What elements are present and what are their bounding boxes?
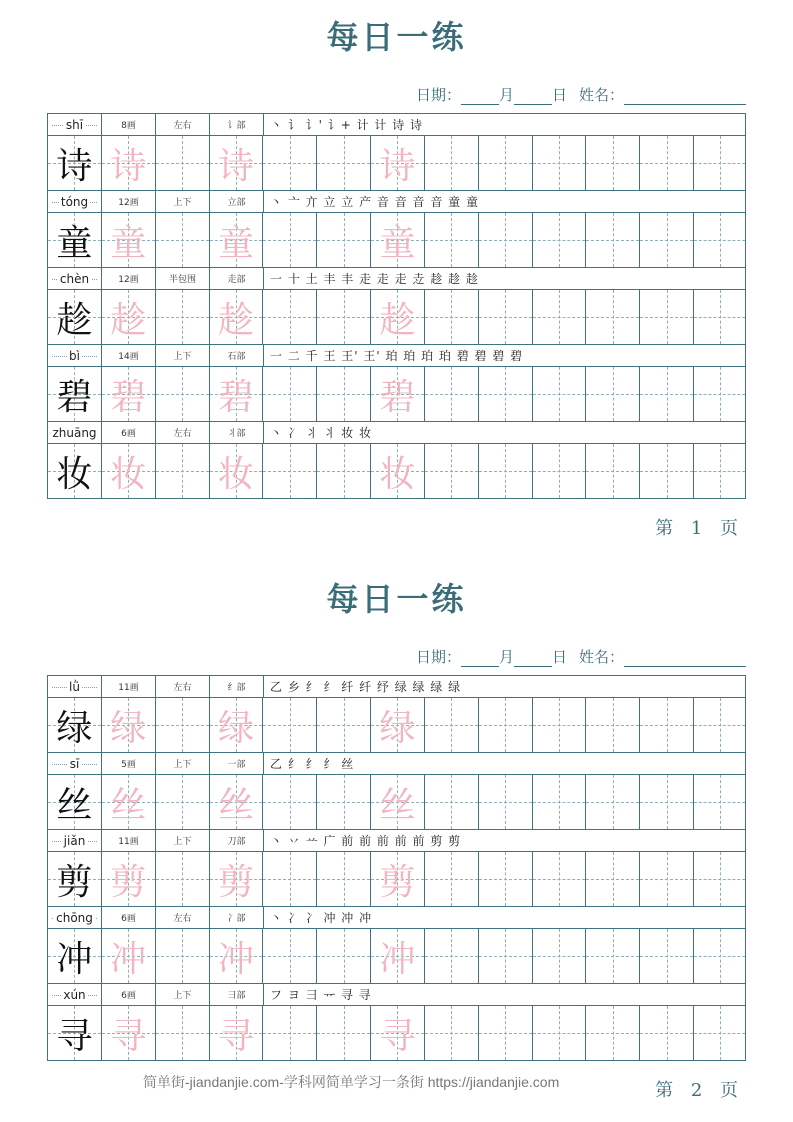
practice-box[interactable] bbox=[263, 698, 317, 752]
date-label: 日期： bbox=[415, 86, 461, 104]
info-row bbox=[48, 830, 745, 852]
practice-box[interactable] bbox=[479, 775, 533, 829]
practice-box[interactable] bbox=[263, 852, 317, 906]
day-blank[interactable] bbox=[514, 88, 552, 105]
character-glyph: 碧 bbox=[217, 376, 254, 418]
pinyin-label: zhuāng bbox=[52, 425, 97, 440]
stroke-order bbox=[264, 984, 745, 1005]
character-glyph: 诗 bbox=[217, 145, 254, 187]
practice-box[interactable] bbox=[533, 775, 587, 829]
stroke-order-text: フ ヨ 彐 ᅲ 寻 寻 bbox=[270, 988, 372, 1002]
practice-box[interactable] bbox=[425, 367, 479, 421]
trace-character[interactable] bbox=[371, 1006, 425, 1060]
practice-box[interactable] bbox=[533, 444, 587, 498]
worksheet-page-1 bbox=[0, 0, 793, 545]
practice-box[interactable] bbox=[479, 136, 533, 190]
practice-box[interactable] bbox=[425, 1006, 479, 1060]
practice-box[interactable] bbox=[640, 290, 694, 344]
character-glyph: 丝 bbox=[217, 784, 254, 826]
trace-character[interactable] bbox=[102, 698, 156, 752]
trace-character[interactable] bbox=[102, 290, 156, 344]
date-name-line bbox=[416, 646, 746, 667]
practice-box[interactable] bbox=[694, 444, 745, 498]
pinyin-label: sī bbox=[69, 756, 80, 771]
practice-box[interactable] bbox=[156, 290, 210, 344]
day-blank[interactable] bbox=[514, 650, 552, 667]
practice-grid bbox=[47, 675, 746, 1061]
character-glyph: 绿 bbox=[110, 707, 147, 749]
stroke-count: 5画 bbox=[121, 760, 136, 770]
month-blank[interactable] bbox=[461, 650, 499, 667]
practice-box[interactable] bbox=[317, 1006, 371, 1060]
character-glyph: 趁 bbox=[56, 299, 93, 341]
character-block bbox=[48, 345, 745, 422]
character-glyph: 绿 bbox=[379, 707, 416, 749]
character-glyph: 冲 bbox=[56, 938, 93, 980]
practice-box[interactable] bbox=[156, 775, 210, 829]
practice-box[interactable] bbox=[479, 444, 533, 498]
writing-row bbox=[48, 698, 745, 753]
practice-box[interactable] bbox=[479, 929, 533, 983]
character-glyph: 绿 bbox=[56, 707, 93, 749]
practice-box[interactable] bbox=[479, 367, 533, 421]
worksheet-page-2 bbox=[0, 562, 793, 1107]
practice-box[interactable] bbox=[317, 852, 371, 906]
info-row bbox=[48, 345, 745, 367]
model-character bbox=[48, 290, 102, 344]
stroke-order bbox=[264, 114, 745, 135]
character-glyph: 丝 bbox=[379, 784, 416, 826]
date-label: 日期： bbox=[415, 648, 461, 666]
practice-box[interactable] bbox=[156, 367, 210, 421]
practice-box[interactable] bbox=[263, 1006, 317, 1060]
practice-box[interactable] bbox=[533, 852, 587, 906]
stroke-count: 12画 bbox=[118, 275, 139, 285]
character-glyph: 妆 bbox=[110, 453, 147, 495]
practice-box[interactable] bbox=[317, 213, 371, 267]
character-glyph: 趁 bbox=[217, 299, 254, 341]
character-glyph: 碧 bbox=[110, 376, 147, 418]
stroke-order-text: 丶 冫 丬 丬 妆 妆 bbox=[270, 426, 373, 440]
practice-box[interactable] bbox=[425, 698, 479, 752]
trace-character[interactable] bbox=[102, 213, 156, 267]
practice-box[interactable] bbox=[640, 1006, 694, 1060]
stroke-order-text: 丶 丷 䒑 广 前 前 前 前 前 剪 剪 bbox=[270, 834, 462, 848]
trace-character[interactable] bbox=[102, 852, 156, 906]
trace-character[interactable] bbox=[102, 136, 156, 190]
trace-character[interactable] bbox=[371, 775, 425, 829]
page-title: 每日一练 bbox=[326, 580, 467, 618]
stroke-order bbox=[264, 191, 745, 212]
writing-row bbox=[48, 852, 745, 907]
practice-box[interactable] bbox=[533, 698, 587, 752]
stroke-order bbox=[264, 830, 745, 851]
practice-box[interactable] bbox=[640, 367, 694, 421]
trace-character[interactable] bbox=[102, 929, 156, 983]
character-glyph: 趁 bbox=[379, 299, 416, 341]
writing-row bbox=[48, 136, 745, 191]
practice-box[interactable] bbox=[640, 213, 694, 267]
info-row bbox=[48, 191, 745, 213]
practice-box[interactable] bbox=[694, 290, 745, 344]
practice-box[interactable] bbox=[694, 929, 745, 983]
practice-box[interactable] bbox=[640, 698, 694, 752]
radical-label: 讠部 bbox=[227, 121, 246, 131]
page-number: 第 2 页 bbox=[655, 1080, 744, 1101]
practice-box[interactable] bbox=[425, 852, 479, 906]
practice-box[interactable] bbox=[640, 929, 694, 983]
practice-box[interactable] bbox=[586, 775, 640, 829]
model-character bbox=[48, 852, 102, 906]
pinyin-label: shī bbox=[65, 117, 84, 132]
structure-label: 上下 bbox=[173, 837, 192, 847]
character-glyph: 童 bbox=[56, 222, 93, 264]
pinyin-label: lǜ bbox=[69, 679, 80, 694]
trace-character[interactable] bbox=[210, 367, 264, 421]
trace-character[interactable] bbox=[210, 290, 264, 344]
practice-box[interactable] bbox=[586, 213, 640, 267]
trace-character[interactable] bbox=[371, 367, 425, 421]
stroke-order bbox=[264, 268, 745, 289]
character-glyph: 妆 bbox=[379, 453, 416, 495]
pinyin-label: xún bbox=[63, 987, 86, 1002]
stroke-order-text: 丶 亠 亣 立 立 产 音 音 音 音 童 童 bbox=[270, 195, 479, 209]
radical-label: 纟部 bbox=[227, 683, 246, 693]
practice-box[interactable] bbox=[156, 213, 210, 267]
model-character bbox=[48, 929, 102, 983]
practice-box[interactable] bbox=[479, 213, 533, 267]
radical-label: 一部 bbox=[227, 760, 246, 770]
writing-row bbox=[48, 213, 745, 268]
character-glyph: 妆 bbox=[217, 453, 254, 495]
practice-box[interactable] bbox=[317, 698, 371, 752]
pinyin-label: chèn bbox=[59, 271, 90, 286]
practice-box[interactable] bbox=[694, 213, 745, 267]
stroke-order bbox=[264, 422, 745, 443]
practice-box[interactable] bbox=[586, 698, 640, 752]
model-character bbox=[48, 213, 102, 267]
practice-box[interactable] bbox=[586, 136, 640, 190]
stroke-order-text: 乙 乡 纟 纟 纤 纤 纾 绿 绿 绿 绿 bbox=[270, 680, 462, 694]
trace-character[interactable] bbox=[102, 1006, 156, 1060]
month-label: 月 bbox=[498, 648, 514, 666]
practice-box[interactable] bbox=[640, 136, 694, 190]
model-character bbox=[48, 444, 102, 498]
radical-label: 刀部 bbox=[227, 837, 246, 847]
practice-box[interactable] bbox=[586, 929, 640, 983]
practice-box[interactable] bbox=[156, 929, 210, 983]
character-block bbox=[48, 268, 745, 345]
character-glyph: 趁 bbox=[110, 299, 147, 341]
trace-character[interactable] bbox=[102, 775, 156, 829]
structure-label: 上下 bbox=[173, 352, 192, 362]
practice-box[interactable] bbox=[694, 852, 745, 906]
character-glyph: 丝 bbox=[56, 784, 93, 826]
stroke-order bbox=[264, 345, 745, 366]
stroke-order bbox=[264, 676, 745, 697]
structure-label: 左右 bbox=[173, 914, 192, 924]
trace-character[interactable] bbox=[210, 1006, 264, 1060]
stroke-count: 6画 bbox=[121, 429, 136, 439]
character-glyph: 剪 bbox=[110, 861, 147, 903]
character-glyph: 冲 bbox=[110, 938, 147, 980]
info-row bbox=[48, 753, 745, 775]
radical-label: 冫部 bbox=[227, 914, 246, 924]
trace-character[interactable] bbox=[210, 929, 264, 983]
stroke-order bbox=[264, 753, 745, 774]
info-row bbox=[48, 422, 745, 444]
writing-row bbox=[48, 444, 745, 498]
character-block bbox=[48, 907, 745, 984]
month-blank[interactable] bbox=[461, 88, 499, 105]
practice-box[interactable] bbox=[694, 136, 745, 190]
trace-character[interactable] bbox=[371, 698, 425, 752]
trace-character[interactable] bbox=[371, 213, 425, 267]
model-character bbox=[48, 698, 102, 752]
writing-row bbox=[48, 775, 745, 830]
character-glyph: 诗 bbox=[110, 145, 147, 187]
stroke-count: 14画 bbox=[118, 352, 139, 362]
stroke-count: 12画 bbox=[118, 198, 139, 208]
pinyin-label: tóng bbox=[60, 194, 89, 209]
character-glyph: 寻 bbox=[110, 1015, 147, 1057]
practice-box[interactable] bbox=[586, 367, 640, 421]
practice-box[interactable] bbox=[533, 367, 587, 421]
radical-label: 立部 bbox=[227, 198, 246, 208]
character-glyph: 寻 bbox=[217, 1015, 254, 1057]
character-glyph: 诗 bbox=[56, 145, 93, 187]
practice-box[interactable] bbox=[479, 290, 533, 344]
practice-box[interactable] bbox=[425, 775, 479, 829]
trace-character[interactable] bbox=[371, 929, 425, 983]
character-glyph: 妆 bbox=[56, 453, 93, 495]
practice-box[interactable] bbox=[533, 290, 587, 344]
structure-label: 上下 bbox=[173, 198, 192, 208]
pinyin-label: bì bbox=[69, 348, 80, 363]
character-glyph: 冲 bbox=[379, 938, 416, 980]
practice-box[interactable] bbox=[533, 213, 587, 267]
stroke-order-text: 丶 讠 讠' 讠+ 计 计 诗 诗 bbox=[270, 118, 424, 132]
character-glyph: 剪 bbox=[379, 861, 416, 903]
radical-label: 彐部 bbox=[227, 991, 246, 1001]
practice-box[interactable] bbox=[425, 290, 479, 344]
trace-character[interactable] bbox=[210, 213, 264, 267]
character-glyph: 童 bbox=[217, 222, 254, 264]
character-glyph: 寻 bbox=[379, 1015, 416, 1057]
practice-box[interactable] bbox=[156, 136, 210, 190]
stroke-order-text: 一 十 土 丰 丰 走 走 走 赱 趁 趁 趁 bbox=[270, 272, 479, 286]
practice-box[interactable] bbox=[156, 1006, 210, 1060]
trace-character[interactable] bbox=[371, 136, 425, 190]
name-blank[interactable] bbox=[624, 88, 746, 105]
stroke-order bbox=[264, 907, 745, 928]
radical-label: 丬部 bbox=[227, 429, 246, 439]
structure-label: 左右 bbox=[173, 683, 192, 693]
character-block bbox=[48, 753, 745, 830]
practice-box[interactable] bbox=[533, 929, 587, 983]
pinyin-label: chōng bbox=[56, 910, 93, 925]
character-glyph: 冲 bbox=[217, 938, 254, 980]
character-glyph: 剪 bbox=[217, 861, 254, 903]
practice-box[interactable] bbox=[156, 852, 210, 906]
writing-row bbox=[48, 1006, 745, 1060]
stroke-count: 6画 bbox=[121, 991, 136, 1001]
practice-box[interactable] bbox=[533, 136, 587, 190]
character-glyph: 寻 bbox=[56, 1015, 93, 1057]
character-block bbox=[48, 676, 745, 753]
trace-character[interactable] bbox=[210, 444, 264, 498]
day-label: 日 bbox=[551, 648, 567, 666]
character-glyph: 剪 bbox=[56, 861, 93, 903]
name-label: 姓名： bbox=[578, 648, 624, 666]
trace-character[interactable] bbox=[210, 136, 264, 190]
character-glyph: 童 bbox=[110, 222, 147, 264]
name-label: 姓名： bbox=[578, 86, 624, 104]
character-glyph: 绿 bbox=[217, 707, 254, 749]
practice-box[interactable] bbox=[263, 775, 317, 829]
practice-box[interactable] bbox=[425, 213, 479, 267]
character-glyph: 碧 bbox=[379, 376, 416, 418]
practice-box[interactable] bbox=[479, 698, 533, 752]
practice-box[interactable] bbox=[425, 929, 479, 983]
page-title: 每日一练 bbox=[326, 18, 467, 56]
stroke-order-text: 丶 冫 冫 冲 冲 冲 bbox=[270, 911, 373, 925]
trace-character[interactable] bbox=[371, 852, 425, 906]
model-character bbox=[48, 1006, 102, 1060]
practice-box[interactable] bbox=[694, 775, 745, 829]
practice-box[interactable] bbox=[156, 698, 210, 752]
practice-box[interactable] bbox=[317, 444, 371, 498]
practice-box[interactable] bbox=[156, 444, 210, 498]
practice-box[interactable] bbox=[263, 136, 317, 190]
stroke-count: 11画 bbox=[118, 683, 139, 693]
character-block bbox=[48, 422, 745, 498]
pinyin-label: jiǎn bbox=[63, 833, 86, 848]
practice-box[interactable] bbox=[586, 852, 640, 906]
day-label: 日 bbox=[551, 86, 567, 104]
practice-grid bbox=[47, 113, 746, 499]
writing-row bbox=[48, 290, 745, 345]
trace-character[interactable] bbox=[371, 444, 425, 498]
trace-character[interactable] bbox=[210, 852, 264, 906]
structure-label: 上下 bbox=[173, 991, 192, 1001]
practice-box[interactable] bbox=[263, 290, 317, 344]
practice-box[interactable] bbox=[317, 775, 371, 829]
writing-row bbox=[48, 367, 745, 422]
character-glyph: 诗 bbox=[379, 145, 416, 187]
character-block bbox=[48, 830, 745, 907]
practice-box[interactable] bbox=[317, 367, 371, 421]
model-character bbox=[48, 775, 102, 829]
info-row bbox=[48, 984, 745, 1006]
structure-label: 上下 bbox=[173, 760, 192, 770]
info-row bbox=[48, 268, 745, 290]
practice-box[interactable] bbox=[479, 852, 533, 906]
stroke-count: 11画 bbox=[118, 837, 139, 847]
practice-box[interactable] bbox=[317, 136, 371, 190]
practice-box[interactable] bbox=[694, 367, 745, 421]
info-row bbox=[48, 907, 745, 929]
trace-character[interactable] bbox=[210, 775, 264, 829]
model-character bbox=[48, 136, 102, 190]
info-row bbox=[48, 676, 745, 698]
practice-box[interactable] bbox=[640, 852, 694, 906]
trace-character[interactable] bbox=[102, 444, 156, 498]
practice-box[interactable] bbox=[640, 775, 694, 829]
practice-box[interactable] bbox=[640, 444, 694, 498]
writing-row bbox=[48, 929, 745, 984]
practice-box[interactable] bbox=[425, 444, 479, 498]
name-blank[interactable] bbox=[624, 650, 746, 667]
stroke-count: 6画 bbox=[121, 914, 136, 924]
radical-label: 石部 bbox=[227, 352, 246, 362]
date-name-line bbox=[416, 84, 746, 105]
practice-box[interactable] bbox=[263, 929, 317, 983]
stroke-order-text: 乙 纟 纟 纟 丝 bbox=[270, 757, 355, 771]
practice-box[interactable] bbox=[479, 1006, 533, 1060]
character-glyph: 丝 bbox=[110, 784, 147, 826]
stroke-count: 8画 bbox=[121, 121, 136, 131]
character-block bbox=[48, 191, 745, 268]
practice-box[interactable] bbox=[694, 698, 745, 752]
info-row bbox=[48, 114, 745, 136]
practice-box[interactable] bbox=[586, 290, 640, 344]
practice-box[interactable] bbox=[263, 444, 317, 498]
character-block bbox=[48, 984, 745, 1060]
character-glyph: 童 bbox=[379, 222, 416, 264]
practice-box[interactable] bbox=[425, 136, 479, 190]
structure-label: 左右 bbox=[173, 429, 192, 439]
trace-character[interactable] bbox=[210, 698, 264, 752]
trace-character[interactable] bbox=[102, 367, 156, 421]
radical-label: 走部 bbox=[227, 275, 246, 285]
trace-character[interactable] bbox=[371, 290, 425, 344]
stroke-order-text: 一 二 千 王 王' 王' 珀 珀 珀 珀 碧 碧 碧 碧 bbox=[270, 349, 524, 363]
site-footer: 简单街-jiandanjie.com-学科网简单学习一条街 https://jiandanjie.com bbox=[143, 1074, 560, 1090]
model-character bbox=[48, 367, 102, 421]
practice-box[interactable] bbox=[317, 290, 371, 344]
month-label: 月 bbox=[498, 86, 514, 104]
practice-box[interactable] bbox=[263, 213, 317, 267]
page-number: 第 1 页 bbox=[655, 518, 744, 539]
practice-box[interactable] bbox=[694, 1006, 745, 1060]
practice-box[interactable] bbox=[263, 367, 317, 421]
structure-label: 半包围 bbox=[168, 275, 196, 285]
structure-label: 左右 bbox=[173, 121, 192, 131]
practice-box[interactable] bbox=[317, 929, 371, 983]
practice-box[interactable] bbox=[533, 1006, 587, 1060]
practice-box[interactable] bbox=[586, 444, 640, 498]
character-block bbox=[48, 114, 745, 191]
character-glyph: 碧 bbox=[56, 376, 93, 418]
practice-box[interactable] bbox=[586, 1006, 640, 1060]
